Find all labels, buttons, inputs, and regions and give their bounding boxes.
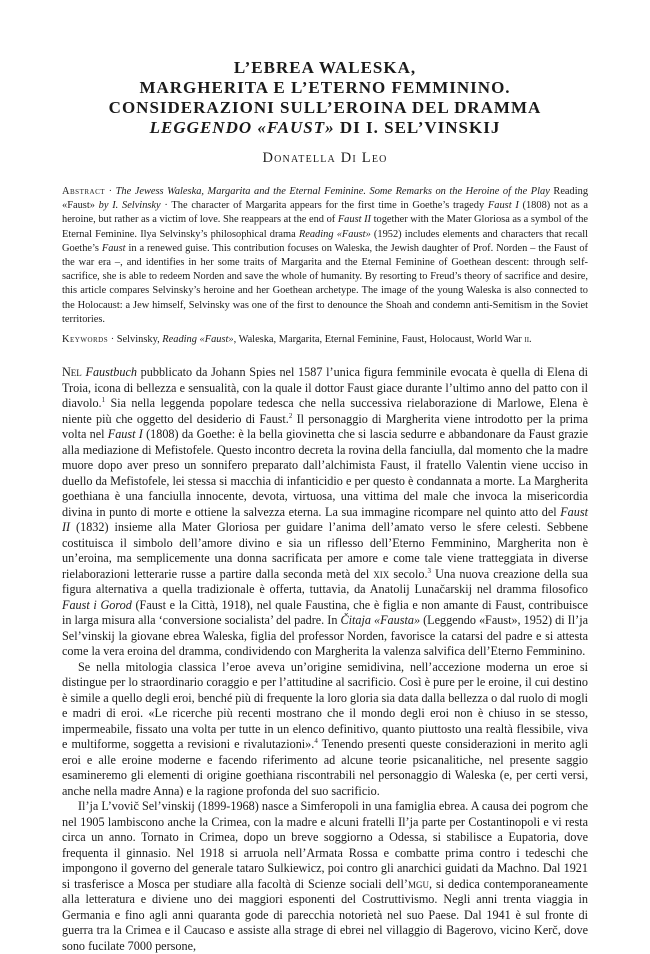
- body-text: Sia nella leggenda popolare tedesca che nella successiva rielaborazione di Marlowe, Elena è niente più che oggetto del desiderio di Faust.: [62, 396, 588, 426]
- title-line-2: MARGHERITA E L’ETERNO FEMMININO.: [139, 78, 511, 97]
- abstract-text: · The character of Margarita appears for the first time in Goethe’s tragedy: [160, 200, 488, 212]
- keywords-text: .: [529, 334, 532, 346]
- body-italic: Faust i Gorod: [62, 597, 132, 612]
- body-text: Il’ja L’vovič Sel’vinskij (1899-1968) nasce a Simferopoli in una famiglia ebrea. A causa dei pogrom che nel 1905 lambiscono anche la Crimea, con la madre e alcuni fratelli Il’ja parte per Costantinopoli e vi resta circa un anno. Tornato in Crimea, dopo un breve soggiorno a Odessa, si stabilisce a Eupatoria, dove frequenta il ginnasio. Nel 1918 si arruola nell’Armata Rossa e combatte prima contro i tedeschi che impongono il governo del generale tataro Sulkiewicz, poi contro gli anarchici guidati da Machno. Dal 1921 si trasferisce a Mosca per studiare alla facoltà di Scienze sociali dell’: [62, 799, 588, 891]
- body-text: (1832) insieme alla Mater Gloriosa per guidare l’anima dell’amato verso le sfere celesti. Sebbene costituisca il simbolo dell’amore divino e sia un riflesso dell’Eterno Femminino, Margherita non è un’eroina, ma semplicemente una donna sacrificata per amore e come tale viene tratteggiata in diverse rielaborazioni letterarie russe a partire dalla seconda metà del: [62, 520, 588, 581]
- body-numeral: xix: [373, 566, 390, 581]
- paragraph-1: [62, 365, 588, 660]
- footnote-ref[interactable]: 3: [427, 566, 432, 575]
- abstract-label: Abstract: [62, 186, 106, 197]
- body-italic: Faust II: [62, 504, 588, 535]
- body-text: Il personaggio di Margherita viene introdotto per la prima volta nel: [62, 411, 588, 442]
- body-acronym: mgu: [407, 876, 429, 891]
- abstract-italic: Faust I: [487, 200, 519, 212]
- footnote-ref[interactable]: 4: [314, 736, 318, 745]
- drop-word: Nel: [62, 365, 82, 380]
- paragraph-3: [62, 799, 588, 954]
- body-text: secolo.: [389, 566, 428, 581]
- abstract-byline: by I. Selvinsky: [98, 200, 161, 212]
- footnote-ref[interactable]: 1: [101, 395, 106, 404]
- abstract-text: (1952) includes elements and characters that recall Goethe’s: [62, 228, 588, 254]
- abstract-text: in a renewed guise. This contribution focuses on Waleska, the Jewish daughter of Prof. Norden – the Faust of the war era –, and identifies in her some traits of Margarita and the Eternal Feminine of Goethean descent: through self-sacrifice, she is able to redeem Norden and save the whole of humanity. By resorting to Freud’s theory of sacrifice and desire, this article compares Selvinsky’s heroine and her Goethean archetype. The image of the young Waleska is also connected to the Holocaust: a Jew himself, Selvinsky was one of the first to denounce the Shoah and condemn anti-Semitism in the Soviet territories.: [62, 242, 588, 325]
- author-name: Donatella Di Leo: [262, 150, 388, 166]
- body-text: (1808) da Goethe: è la bella giovinetta che si lascia sedurre e abbandonare da Faust grazie alla mediazione di Mefistofele. Questo incontro decreta la rovina della fanciulla, dal momento che la madre muore dopo aver preso un sonnifero preparato dall’alchimista Faust, il fratello Valentin viene ucciso in duello da Mefistofele, lei stessa si macchia di infanticidio e per questo è condannata a morte. La Margherita goethiana è una fanciulla innocente, devota, virtuosa, una vittima del male che invoca la misericordia divina in punto di morte e ottiene la salvezza eterna. La sua immagine ricompare nel quinto atto del: [62, 427, 589, 519]
- abstract-italic: Faust: [101, 242, 126, 254]
- body-text: Una nuova creazione della sua figura alternativa a quella tradizionale è offerta, tuttavia, da Anatolij Lunačarskij nel dramma filosofico: [62, 566, 589, 597]
- title-line-3: CONSIDERAZIONI SULL’EROINA DEL DRAMMA: [108, 98, 542, 117]
- keywords-numeral: ii: [524, 334, 530, 346]
- article-body: [62, 365, 588, 954]
- body-text: Tenendo presenti queste considerazioni in merito agli eroi e alle eroine moderne e facendo riferimento ad alcune teorie psicanalitiche, nel presente saggio esamineremo gli elementi di origine goethiana riscontrabili nel personaggio di Waleska (e, per certi versi, anche nella madre Anna) e la ragione profonda del suo sacrificio.: [62, 737, 588, 798]
- abstract-text: (1808) not as a heroine, but rather as a victim of love. She reappears at the end of: [62, 200, 588, 226]
- abstract-text: Reading «Faust»: [62, 186, 589, 212]
- body-text: Se nella mitologia classica l’eroe aveva un’origine semidivina, nell’accezione moderna un eroe si distingue per lo straordinario coraggio e per l’attitudine al sacrificio. Così è pure per le eroine, il cui destino è simile a quello degli eroi, benché più di frequente la loro gloria sia data dalla bellezza o dal ruolo di mogli e madri di eroi. «Le ricerche più recenti mostrano che il mondo degli eroi non è chiuso in se stesso, impermeabile, fissato una volta per tutte in un elenco definitivo, quanto piuttosto una realtà flessibile, viva e multiforme, soggetta a revisioni e rivalutazioni».: [62, 659, 588, 752]
- body-italic: Faust I: [107, 427, 143, 442]
- body-text: (Faust e la Città, 1918), nel quale Faustina, che è figlia e non amante di Faust, contribuisce in larga misura alla ‘conversione socialista’ del padre. In: [62, 597, 588, 628]
- keywords-label: Keywords: [62, 334, 109, 346]
- footnote-ref[interactable]: 2: [288, 411, 293, 420]
- body-italic: Čitaja «Fausta»: [340, 613, 421, 628]
- keywords-text: , Waleska, Margarita, Eternal Feminine, Faust, Holocaust, World War: [233, 334, 525, 346]
- title-line-1: L’EBREA WALESKA,: [233, 58, 417, 77]
- body-italic: Faustbuch: [85, 365, 137, 380]
- keywords-text: · Selvinsky,: [108, 334, 163, 346]
- body-text: (Leggendo «Faust», 1952) di Il’ja Sel’vinskij la giovane ebrea Waleska, figlia del professor Norden, favorisce la catarsi del padre e si attesta come la vera eroina del dramma, condividendo con Margherita la valenza salvifica dell’Eterno Femminino.: [62, 613, 588, 659]
- body-text: , si dedica contemporaneamente alla letteratura e diviene uno dei maggiori esponenti del Costruttivismo. Negli anni trenta viaggia in Germania e fino agli anni quaranta gode di parecchia notorietà nel suo Paese. Dal 1941 è sul fronte di guerra tra la Crimea e il Caucaso e assiste alla strage di ebrei nel villaggio di Bagerovo, vicino Kerč, dove sono fucilate 7000 persone,: [62, 876, 588, 953]
- abstract-italic: Reading «Faust»: [298, 228, 371, 240]
- title-line-4-italic: LEGGENDO «FAUST»: [149, 118, 335, 137]
- article-title: [62, 58, 588, 138]
- body-text: pubblicato da Johann Spies nel 1587 l’unica figura femminile evocata è quella di Elena di Troia, icona di bellezza e sensualità, con la quale il dottor Faust giace durante l’ultimo anno del patto con il diavolo.: [62, 365, 588, 411]
- title-line-4: [62, 118, 588, 138]
- abstract: [62, 185, 588, 327]
- keywords-italic: Reading «Faust»: [162, 334, 234, 346]
- title-line-4-rest: DI I. SEL’VINSKIJ: [334, 118, 501, 137]
- abstract-sep: ·: [105, 186, 116, 197]
- abstract-text: together with the Mater Gloriosa as a symbol of the Eternal Feminine. Ilya Selvinsky’s philosophical drama: [62, 214, 589, 240]
- keywords: [62, 333, 588, 347]
- paragraph-2: [62, 660, 588, 800]
- abstract-title: The Jewess Waleska, Margarita and the Eternal Feminine. Some Remarks on the Heroine of the Play: [115, 186, 550, 197]
- abstract-italic: Faust II: [337, 214, 372, 226]
